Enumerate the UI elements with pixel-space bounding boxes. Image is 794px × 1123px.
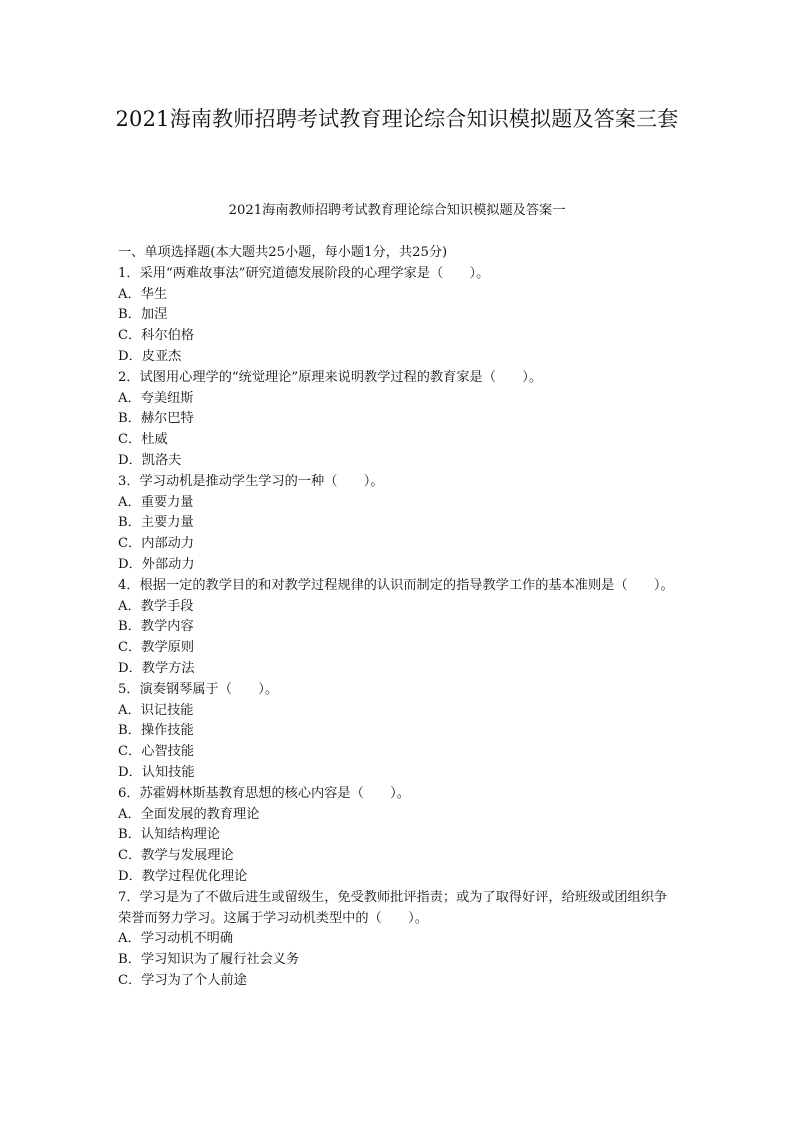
- option-4b: B．教学内容: [118, 619, 194, 635]
- option-7a: A．学习动机不明确: [118, 931, 234, 947]
- option-4d: D．教学方法: [118, 660, 195, 676]
- option-2b: B．赫尔巴特: [118, 411, 194, 427]
- option-5d: D．认知技能: [118, 764, 195, 780]
- option-3b: B．主要力量: [118, 515, 194, 531]
- option-6b: B．认知结构理论: [118, 827, 221, 843]
- option-7b: B．学习知识为了履行社会义务: [118, 952, 300, 968]
- section-subtitle: 2021海南教师招聘考试教育理论综合知识模拟题及答案一: [228, 203, 566, 218]
- question-7: 7．学习是为了不做后进生或留级生，免受教师批评指责；或为了取得好评，给班级或团组织争荣誉而努力学习。这属于学习动机类型中的（ ）。: [118, 889, 668, 926]
- question-4: 4．根据一定的教学目的和对教学过程规律的认识而制定的指导教学工作的基本准则是（ ）。: [118, 577, 674, 593]
- option-6a: A．全面发展的教育理论: [118, 806, 260, 822]
- option-3d: D．外部动力: [118, 556, 195, 572]
- option-1a: A．华生: [118, 286, 168, 302]
- section-heading: 一、单项选择题(本大题共25小题，每小题1分，共25分): [118, 245, 448, 260]
- option-6c: C．教学与发展理论: [118, 848, 234, 864]
- option-5a: A．识记技能: [118, 702, 194, 718]
- option-1b: B．加涅: [118, 307, 168, 323]
- option-3a: A．重要力量: [118, 494, 194, 510]
- option-5b: B．操作技能: [118, 723, 194, 739]
- option-5c: C．心智技能: [118, 744, 195, 760]
- document-title: 2021海南教师招聘考试教育理论综合知识模拟题及答案三套: [115, 107, 679, 131]
- option-3c: C．内部动力: [118, 536, 195, 552]
- option-2d: D．凯洛夫: [118, 452, 182, 468]
- question-list: [118, 243, 680, 992]
- option-1d: D．皮亚杰: [118, 348, 182, 364]
- option-4a: A．教学手段: [118, 598, 194, 614]
- option-2c: C．杜威: [118, 432, 168, 448]
- option-7c: C．学习为了个人前途: [118, 972, 247, 988]
- option-4c: C．教学原则: [118, 640, 195, 656]
- question-5: 5．演奏钢琴属于（ ）。: [118, 681, 279, 697]
- question-6: 6．苏霍姆林斯基教育思想的核心内容是（ ）。: [118, 785, 410, 801]
- option-6d: D．教学过程优化理论: [118, 868, 248, 884]
- question-1: 1．采用“两难故事法”研究道德发展阶段的心理学家是（ ）。: [118, 265, 490, 281]
- question-2: 2．试图用心理学的“统觉理论”原理来说明教学过程的教育家是（ ）。: [118, 369, 543, 385]
- option-1c: C．科尔伯格: [118, 328, 195, 344]
- question-3: 3．学习动机是推动学生学习的一种（ ）。: [118, 473, 384, 489]
- option-2a: A．夸美纽斯: [118, 390, 194, 406]
